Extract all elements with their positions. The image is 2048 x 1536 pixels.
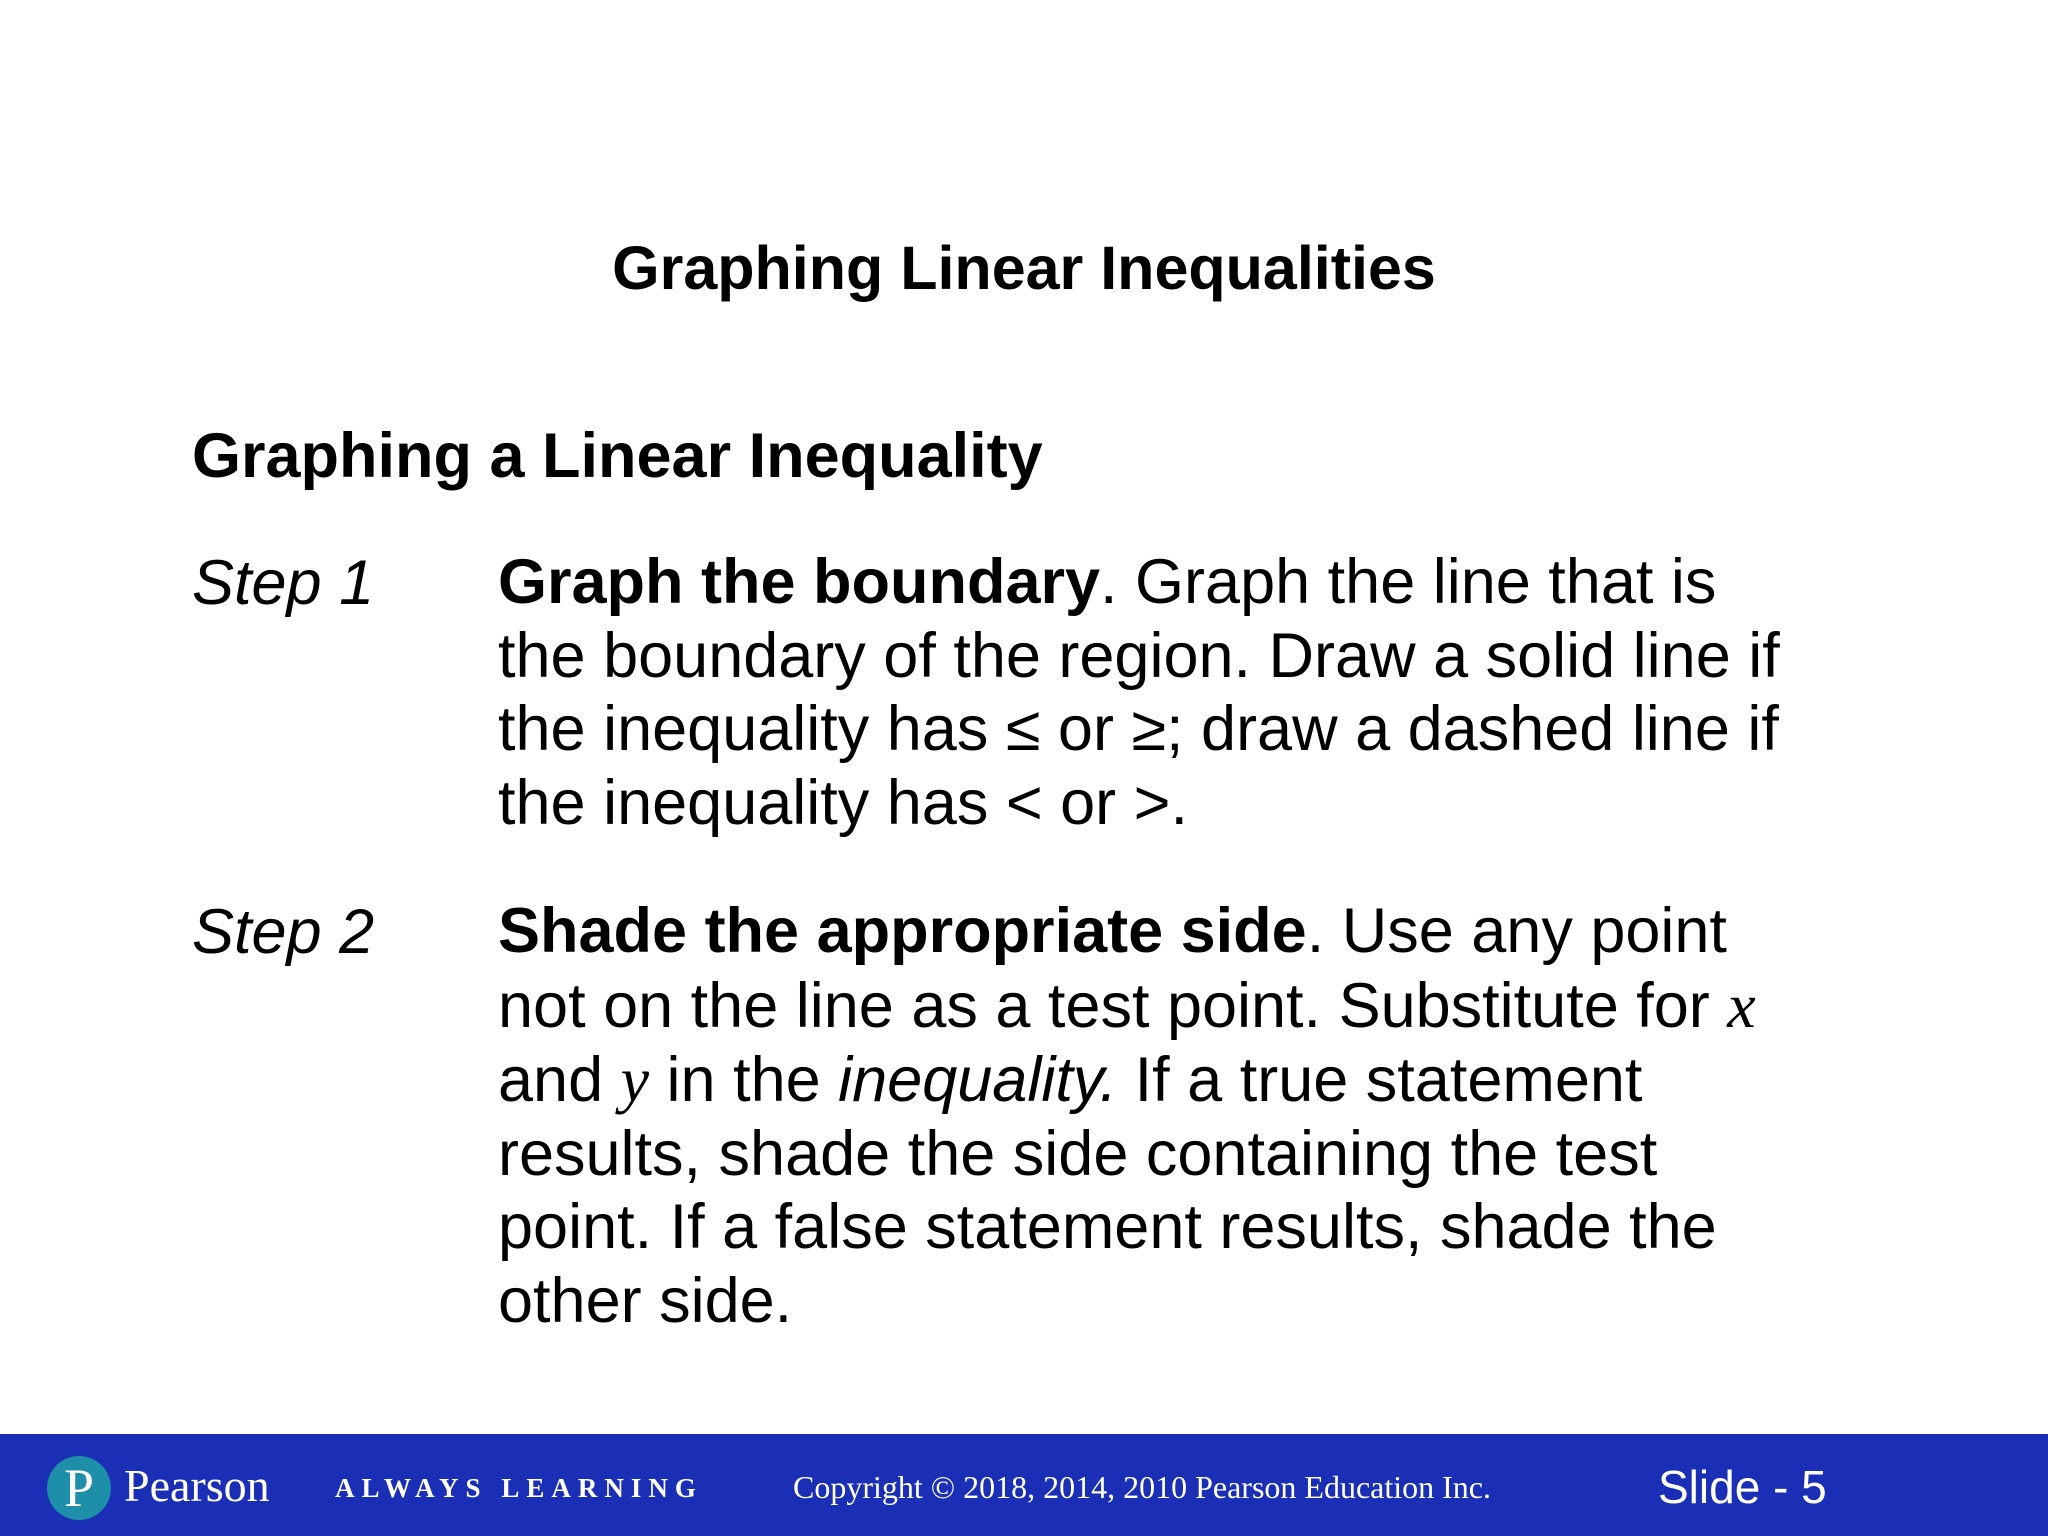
step-2-line-3-and: and: [498, 1045, 621, 1115]
variable-y: y: [620, 1044, 650, 1115]
step-1-lead-rest: . Graph the line that is: [1100, 547, 1717, 617]
step-2-lead-bold: Shade the appropriate side: [498, 896, 1307, 966]
step-2-body: [498, 895, 1928, 1338]
step-2-line-5: point. If a false statement results, shade the: [498, 1192, 1717, 1262]
step-2-line-3: [498, 1043, 1928, 1118]
step-1-line-2: the boundary of the region. Draw a solid line if: [498, 620, 1780, 691]
step-1-lead-bold: Graph the boundary: [498, 547, 1101, 617]
step-1-body: [498, 546, 1928, 840]
step-1-label: Step 1: [192, 548, 375, 618]
footer-bar: [0, 1434, 2048, 1536]
step-1-line-1: [498, 546, 1928, 620]
step-2-lead-rest: . Use any point: [1306, 896, 1727, 966]
pearson-logo-icon: P: [47, 1456, 111, 1520]
step-2-line-4: results, shade the side containing the test: [498, 1118, 1658, 1189]
pearson-logo-text: Pearson: [124, 1460, 270, 1511]
step-2-line-3-mid: in the: [649, 1045, 839, 1115]
copyright-notice: Copyright © 2018, 2014, 2010 Pearson Education Inc.: [793, 1469, 1491, 1505]
step-2-label: Step 2: [192, 897, 375, 967]
slide-number: Slide - 5: [1658, 1461, 1827, 1513]
step-2-line-6: other side.: [498, 1265, 793, 1336]
step-2-line-2: [498, 969, 1928, 1044]
step-2-line-2-text: not on the line as a test point. Substitute for: [498, 970, 1728, 1041]
variable-x: x: [1727, 969, 1756, 1041]
step-2-line-1: [498, 895, 1928, 969]
step-2-line-3-italic: inequality.: [838, 1045, 1118, 1115]
section-heading: Graphing a Linear Inequality: [192, 421, 1043, 491]
slide-title: Graphing Linear Inequalities: [612, 234, 1436, 302]
tagline: ALWAYS LEARNING: [335, 1473, 703, 1503]
step-1-line-4: the inequality has < or >.: [498, 767, 1188, 838]
step-2-line-3-rest: If a true statement: [1117, 1045, 1643, 1115]
step-1-line-3: the inequality has ≤ or ≥; draw a dashed line if: [498, 694, 1779, 764]
